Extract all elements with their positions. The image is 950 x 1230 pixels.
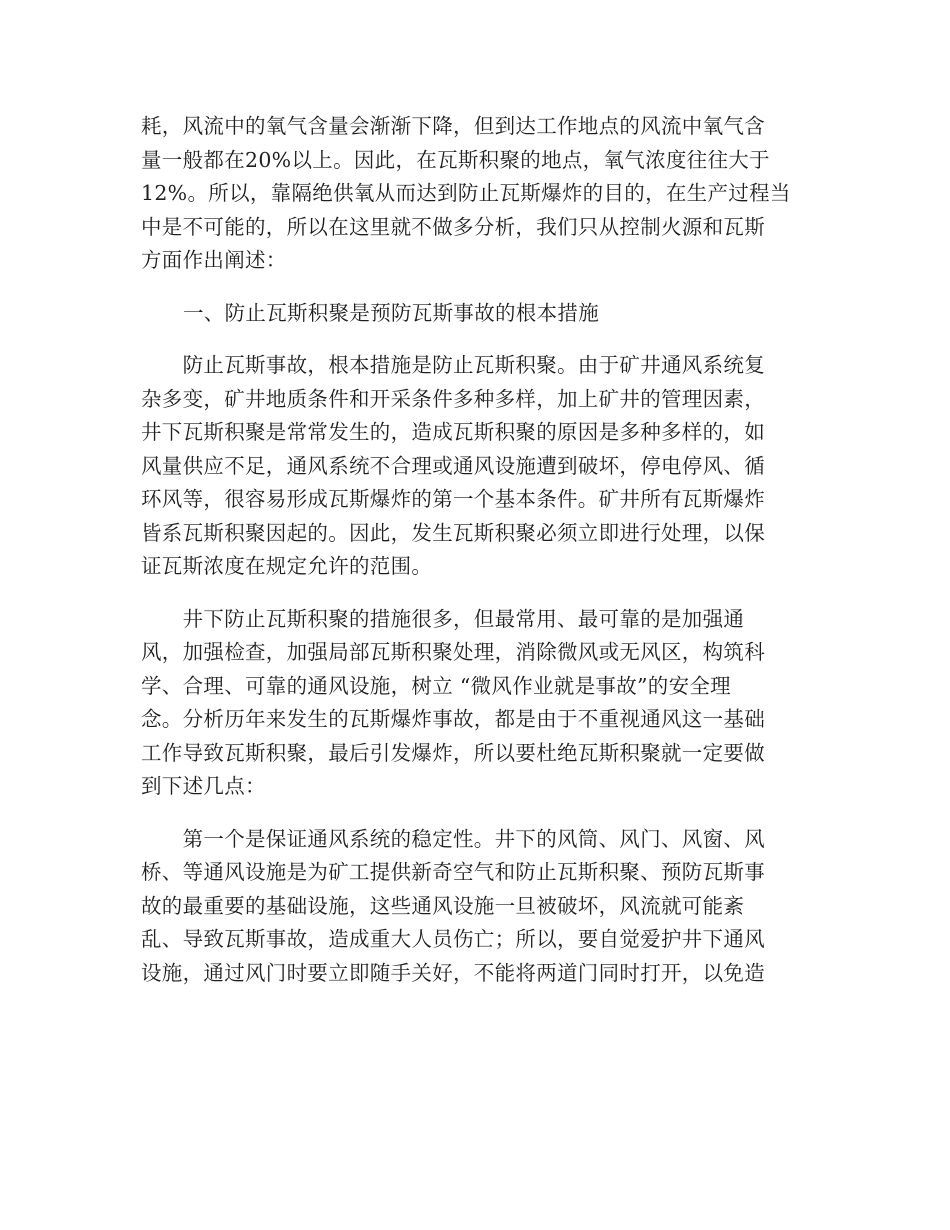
paragraph-ventilation-stability: 第一个是保证通风系统的稳定性。井下的风筒、风门、风窗、风 桥、等通风设施是为矿工提供新奇空气和防止瓦斯积聚、预防瓦斯事 故的最重要的基础设施，这些通风设施一旦被破坏，风流就可能紊 乱、导致瓦斯事故，造成重大人员伤亡；所以，要自觉爱护井下通风 设施，通过风门时要立即随手关好，不能将两道门同时打开，以免造 xyxy=(141,826,765,985)
paragraph-prevention-measures: 井下防止瓦斯积聚的措施很多，但最常用、最可靠的是加强通 风，加强检查，加强局部瓦斯积聚处理，消除微风或无风区，构筑科 学、合理、可靠的通风设施，树立 “微风作业就是事故”的安全理 念。分析历年来发生的瓦斯爆炸事故，都是由于不重视通风这一基础 工作导致瓦斯积聚，最后引发爆炸，所以要杜绝瓦斯积聚就一定要做 到下述几点： xyxy=(141,606,765,798)
section-heading: 一、防止瓦斯积聚是预防瓦斯事故的根本措施 xyxy=(183,300,599,325)
document-body xyxy=(141,110,811,990)
paragraph-root-measures: 防止瓦斯事故，根本措施是防止瓦斯积聚。由于矿井通风系统复 杂多变，矿井地质条件和开采条件多种多样，加上矿井的管理因素， 井下瓦斯积聚是常常发生的，造成瓦斯积聚的原因是多种多样的，如 风量供应不足，通风系统不合理或通风设施遭到破坏，停电停风、循 环风等，很容易形成瓦斯爆炸的第一个基本条件。矿井所有瓦斯爆炸 皆系瓦斯积聚因起的。因此，发生瓦斯积聚必须立即进行处理，以保 证瓦斯浓度在规定允许的范围。 xyxy=(141,353,765,578)
paragraph-continuation: 耗，风流中的氧气含量会渐渐下降，但到达工作地点的风流中氧气含 量一般都在20%以上。因此，在瓦斯积聚的地点，氧气浓度往往大于 12%。所以，靠隔绝供氧从而达到防止瓦斯爆炸的目的，在生产过程当 中是不可能的，所以在这里就不做多分析，我们只从控制火源和瓦斯 方面作出阐述： xyxy=(141,114,791,272)
